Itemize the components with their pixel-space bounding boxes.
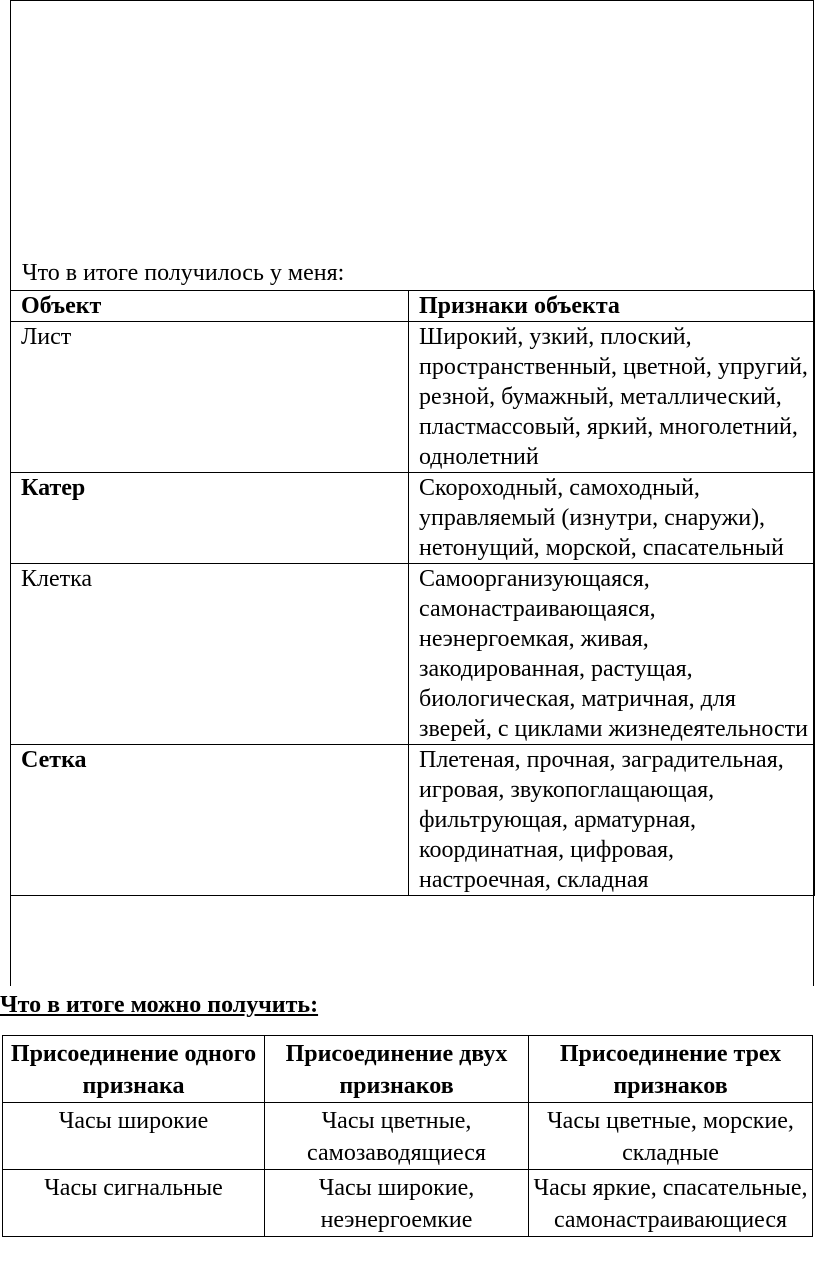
table-cell: Часы сигнальные (3, 1170, 265, 1237)
features-cell: Широкий, узкий, плоский, пространственный, цветной, упругий, резной, бумажный, металлический, пластмассовый, яркий, многолетний, однолетний (409, 322, 815, 473)
table-cell: Часы широкие (3, 1103, 265, 1170)
object-cell: Клетка (11, 564, 409, 745)
object-cell: Катер (11, 473, 409, 564)
header-object: Объект (11, 291, 409, 322)
table-row (3, 1103, 813, 1170)
table-row (3, 1170, 813, 1237)
object-features-table (10, 290, 815, 896)
header-features: Признаки объекта (409, 291, 815, 322)
table-row (11, 473, 815, 564)
table-cell: Часы цветные, морские, складные (529, 1103, 813, 1170)
object-cell: Сетка (11, 745, 409, 896)
table-cell: Часы цветные, самозаводящиеся (265, 1103, 529, 1170)
section-heading: Что в итоге можно получить: (0, 992, 319, 1018)
table-cell: Часы яркие, спасательные, самонастраивающиеся (529, 1170, 813, 1237)
table-header-row (11, 291, 815, 322)
table-row (11, 564, 815, 745)
object-cell: Лист (11, 322, 409, 473)
header-one-feature: Присоединение одного признака (3, 1036, 265, 1103)
table-row (11, 745, 815, 896)
table-row (11, 322, 815, 473)
combination-table (2, 1035, 813, 1237)
intro-text: Что в итоге получилось у меня: (22, 260, 345, 286)
features-cell: Скороходный, самоходный, управляемый (изнутри, снаружи), нетонущий, морской, спасательный (409, 473, 815, 564)
table-cell: Часы широкие, неэнергоемкие (265, 1170, 529, 1237)
features-cell: Самоорганизующаяся, самонастраивающаяся, неэнергоемкая, живая, закодированная, растущая, биологическая, матричная, для зверей, с циклами жизнедеятельности (409, 564, 815, 745)
features-cell: Плетеная, прочная, заградительная, игровая, звукопоглащающая, фильтрующая, арматурная, координатная, цифровая, настроечная, складная (409, 745, 815, 896)
table-header-row (3, 1036, 813, 1103)
header-three-features: Присоединение трех признаков (529, 1036, 813, 1103)
header-two-features: Присоединение двух признаков (265, 1036, 529, 1103)
